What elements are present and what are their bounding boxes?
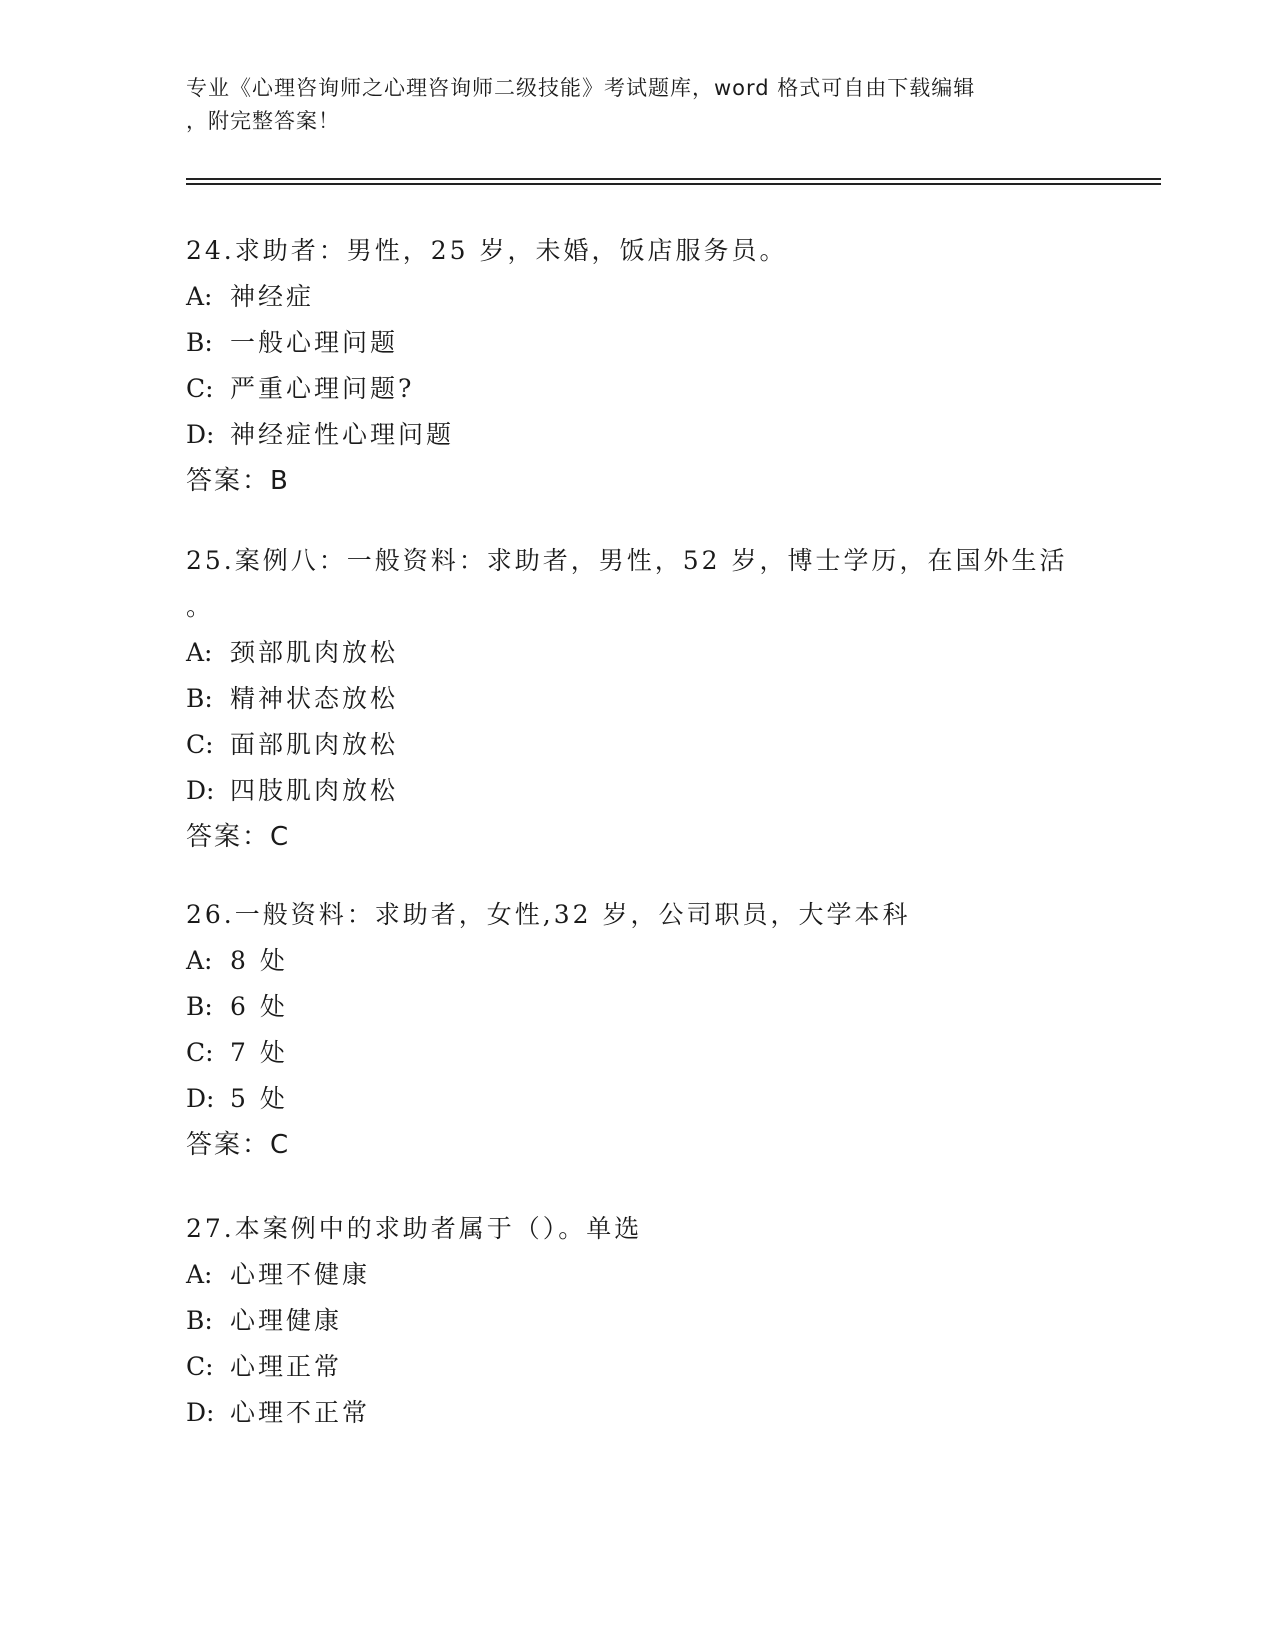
option-label: B:: [186, 328, 213, 357]
option-c: [186, 1344, 1126, 1390]
question-24: [186, 228, 1126, 504]
option-text: 精神状态放松: [230, 684, 399, 713]
option-d: [186, 768, 1126, 814]
option-text: 一般心理问题: [230, 328, 399, 357]
option-label: B:: [186, 684, 213, 713]
option-text: 5 处: [230, 1084, 288, 1113]
answer-value: C: [270, 822, 291, 852]
option-label: D:: [186, 1398, 215, 1427]
header-line-1: 专业《心理咨询师之心理咨询师二级技能》考试题库，word 格式可自由下载编辑: [186, 76, 976, 100]
answer-value: B: [270, 466, 290, 496]
header-divider-bottom: [186, 183, 1161, 185]
option-label: C:: [186, 1352, 214, 1381]
option-a: [186, 938, 1126, 984]
header-divider-top: [186, 178, 1161, 180]
answer-line: [186, 814, 1126, 860]
option-label: C:: [186, 730, 214, 759]
option-label: B:: [186, 1306, 213, 1335]
option-b: [186, 1298, 1126, 1344]
option-label: D:: [186, 1084, 215, 1113]
option-text: 6 处: [230, 992, 288, 1021]
answer-label: 答案：: [186, 822, 271, 852]
option-text: 心理不健康: [230, 1260, 371, 1289]
answer-value: C: [270, 1130, 291, 1160]
option-label: A:: [186, 638, 213, 667]
header-line-2: ，附完整答案！: [186, 109, 340, 133]
option-text: 神经症: [230, 282, 315, 311]
question-stem: 24.求助者：男性，25 岁，未婚，饭店服务员。: [186, 236, 788, 265]
option-a: [186, 1252, 1126, 1298]
option-text: 8 处: [230, 946, 288, 975]
option-text: 7 处: [230, 1038, 288, 1067]
question-stem: 25.案例八：一般资料：求助者，男性，52 岁，博士学历，在国外生活: [186, 546, 1068, 575]
option-c: [186, 366, 1126, 412]
option-label: A:: [186, 1260, 213, 1289]
option-label: D:: [186, 776, 215, 805]
answer-line: [186, 458, 1126, 504]
option-text: 心理不正常: [230, 1398, 371, 1427]
option-c: [186, 1030, 1126, 1076]
option-label: A:: [186, 946, 213, 975]
option-c: [186, 722, 1126, 768]
option-label: C:: [186, 1038, 214, 1067]
question-27: [186, 1206, 1126, 1436]
question-stem: 27.本案例中的求助者属于（）。单选: [186, 1214, 643, 1243]
option-text: 神经症性心理问题: [230, 420, 455, 449]
option-text: 心理健康: [230, 1306, 343, 1335]
option-text: 颈部肌肉放松: [230, 638, 399, 667]
option-d: [186, 1390, 1126, 1436]
option-a: [186, 274, 1126, 320]
answer-line: [186, 1122, 1126, 1168]
option-a: [186, 630, 1126, 676]
option-label: B:: [186, 992, 213, 1021]
option-d: [186, 1076, 1126, 1122]
option-label: C:: [186, 374, 214, 403]
option-text: 严重心理问题?: [230, 374, 415, 403]
question-stem-continuation: 。: [186, 592, 215, 621]
option-label: D:: [186, 420, 215, 449]
option-text: 心理正常: [230, 1352, 343, 1381]
option-d: [186, 412, 1126, 458]
question-26: [186, 892, 1126, 1168]
answer-label: 答案：: [186, 466, 271, 496]
option-label: A:: [186, 282, 213, 311]
option-b: [186, 320, 1126, 366]
option-b: [186, 676, 1126, 722]
document-header: [186, 72, 1086, 138]
question-stem: 26.一般资料：求助者，女性,32 岁，公司职员，大学本科: [186, 900, 911, 929]
option-text: 四肢肌肉放松: [230, 776, 399, 805]
question-25: [186, 538, 1126, 860]
answer-label: 答案：: [186, 1130, 271, 1160]
option-b: [186, 984, 1126, 1030]
option-text: 面部肌肉放松: [230, 730, 399, 759]
